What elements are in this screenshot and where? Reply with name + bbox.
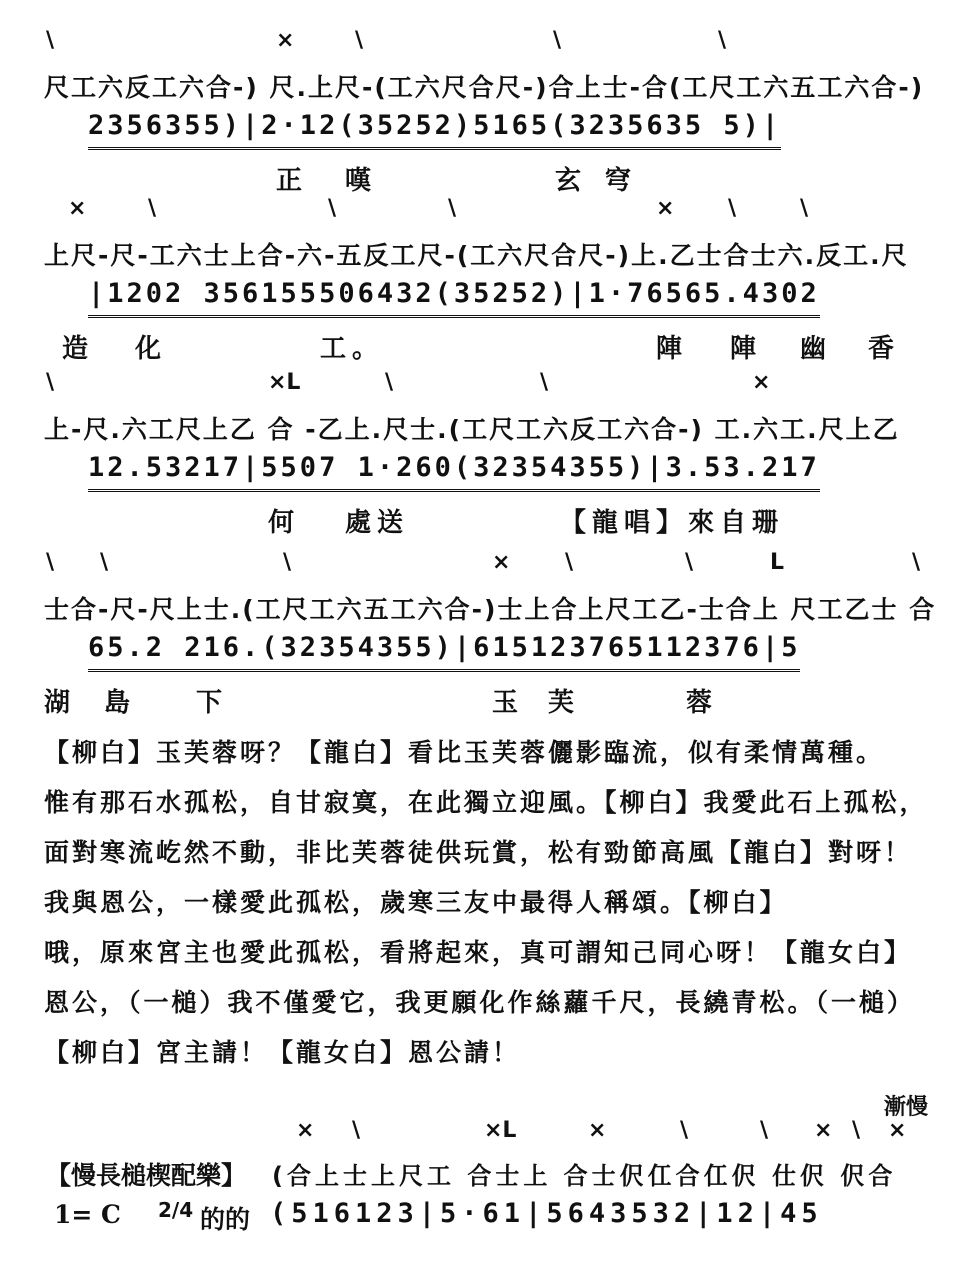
lyric-word: 嘆 (345, 166, 378, 196)
accent-mark: ×L (268, 370, 301, 395)
lyric-word: 穹 (605, 166, 638, 196)
jianpu-text: 2356355)|2·12(35252)5165(3235635 5)| (88, 110, 781, 150)
accent-mark: × (588, 1118, 607, 1143)
jianpu-notation (44, 278, 932, 318)
lyric-word: 工。 (320, 334, 385, 364)
accent-mark: × (814, 1118, 833, 1143)
accent-mark: L (770, 550, 785, 575)
accent-mark: \ (760, 1118, 769, 1143)
accent-mark: \ (46, 370, 55, 395)
dialogue-line: 惟有那石水孤松，自甘寂寞，在此獨立迎風。【柳白】我愛此石上孤松， (44, 788, 928, 817)
dialogue-line: 【柳白】玉芙蓉呀？【龍白】看比玉芙蓉儷影臨流，似有柔情萬種。 (44, 738, 885, 767)
lyrics-line (0, 328, 972, 364)
accent-mark: \ (355, 28, 364, 53)
dialogue-line: 哦，原來宮主也愛此孤松，看將起來，真可謂知己同心呀！【龍女白】 (44, 938, 913, 967)
lyrics-line (0, 682, 972, 718)
dialogue-line: 我與恩公，一樣愛此孤松，歲寒三友中最得人稱頌。【柳白】 (44, 888, 788, 917)
lyric-word: 芙 (548, 688, 581, 718)
key-signature: 1= C (54, 1200, 121, 1229)
gongche-notation: 尺工六反工六合-) 尺.上尺-(工六尺合尺-)合上士-合(工尺工六五工六合-) (44, 73, 925, 102)
lyric-word: 玄 (555, 166, 588, 196)
particles: 的的 (200, 1205, 251, 1234)
lyric-word: 造 (62, 334, 95, 364)
lyric-word: 【龍唱】來自 (560, 508, 753, 538)
lyric-word: 陣 (730, 334, 763, 364)
jianpu-text: 12.53217|5507 1·260(32354355)|3.53.217 (88, 452, 820, 492)
accent-mark: × (276, 28, 295, 53)
jianpu-notation (44, 110, 932, 150)
dialogue-line: 恩公，（一槌）我不僅愛它，我更願化作絲蘿千尺，長繞青松。（一槌） (44, 988, 916, 1017)
dialogue-line: 面對寒流屹然不動，非比芙蓉徒供玩賞，松有勁節高風【龍白】對呀！ (44, 838, 913, 867)
accent-mark: \ (565, 550, 574, 575)
gongche-notation: 上-尺.六工尺上乙 合 -乙上.尺士.(工尺工六反工六合-) 工.六工.尺上乙 (44, 415, 900, 444)
accent-mark: \ (448, 196, 457, 221)
accent-mark: × (888, 1118, 907, 1143)
lyric-word: 香 (868, 334, 901, 364)
accent-marks (0, 550, 972, 584)
lyric-word: 處送 (345, 508, 410, 538)
accent-mark: \ (685, 550, 694, 575)
jianpu-notation (44, 632, 932, 672)
accent-mark: \ (148, 196, 157, 221)
lyric-word: 何 (268, 508, 301, 538)
tempo-marking: 漸慢 (884, 1095, 929, 1120)
lyric-word: 島 (104, 688, 137, 718)
accent-mark: × (492, 550, 511, 575)
final-marks (0, 1118, 972, 1152)
accent-mark: \ (800, 196, 809, 221)
accent-mark: \ (728, 196, 737, 221)
accent-mark: × (68, 196, 87, 221)
jianpu-notation (44, 452, 932, 492)
accent-mark: \ (912, 550, 921, 575)
lyric-word: 玉 (492, 688, 525, 718)
time-signature: 2/4 (158, 1198, 194, 1222)
accent-mark: \ (553, 28, 562, 53)
section-title: 【慢長槌楔配樂】 (46, 1161, 247, 1190)
accent-marks (0, 28, 972, 62)
accent-mark: × (656, 196, 675, 221)
accent-mark: \ (718, 28, 727, 53)
final-jianpu: (516123|5·61|5643532|12|45 (270, 1198, 823, 1229)
dialogue-line: 【柳白】宮主請！【龍女白】恩公請！ (44, 1038, 521, 1067)
lyric-word: 陣 (656, 334, 689, 364)
lyric-word: 化 (135, 334, 168, 364)
accent-mark: \ (100, 550, 109, 575)
accent-mark: ×L (484, 1118, 517, 1143)
accent-mark: \ (680, 1118, 689, 1143)
final-gongche: (合上士上尺工 合士上 合士伬仜合仜伬 仕伬 伬合 (272, 1162, 897, 1190)
accent-marks (0, 370, 972, 404)
accent-mark: × (752, 370, 771, 395)
lyrics-line (0, 160, 972, 196)
accent-mark: \ (540, 370, 549, 395)
jianpu-text: 65.2 216.(32354355)|615123765112376|5 (88, 632, 800, 672)
gongche-notation: 上尺-尺-工六士上合-六-五反工尺-(工六尺合尺-)上.乙士合士六.反工.尺 (44, 241, 909, 270)
accent-marks (0, 196, 972, 230)
accent-mark: \ (46, 550, 55, 575)
gongche-notation: 士合-尺-尺上士.(工尺工六五工六合-)士上合上尺工乙-士合上 尺工乙士 合 (44, 595, 937, 624)
accent-mark: \ (385, 370, 394, 395)
lyric-word: 下 (196, 688, 229, 718)
accent-mark: × (296, 1118, 315, 1143)
lyric-word: 蓉 (686, 688, 719, 718)
dialogue-text (44, 728, 944, 1078)
accent-mark: \ (352, 1118, 361, 1143)
lyric-word: 珊 (752, 508, 785, 538)
accent-mark: \ (852, 1118, 861, 1143)
accent-mark: \ (283, 550, 292, 575)
lyrics-line (0, 502, 972, 538)
lyric-word: 湖 (44, 688, 77, 718)
accent-mark: \ (328, 196, 337, 221)
jianpu-text: |1202 356155506432(35252)|1·76565.4302 (88, 278, 820, 318)
lyric-word: 幽 (800, 334, 833, 364)
lyric-word: 正 (276, 166, 309, 196)
accent-mark: \ (46, 28, 55, 53)
